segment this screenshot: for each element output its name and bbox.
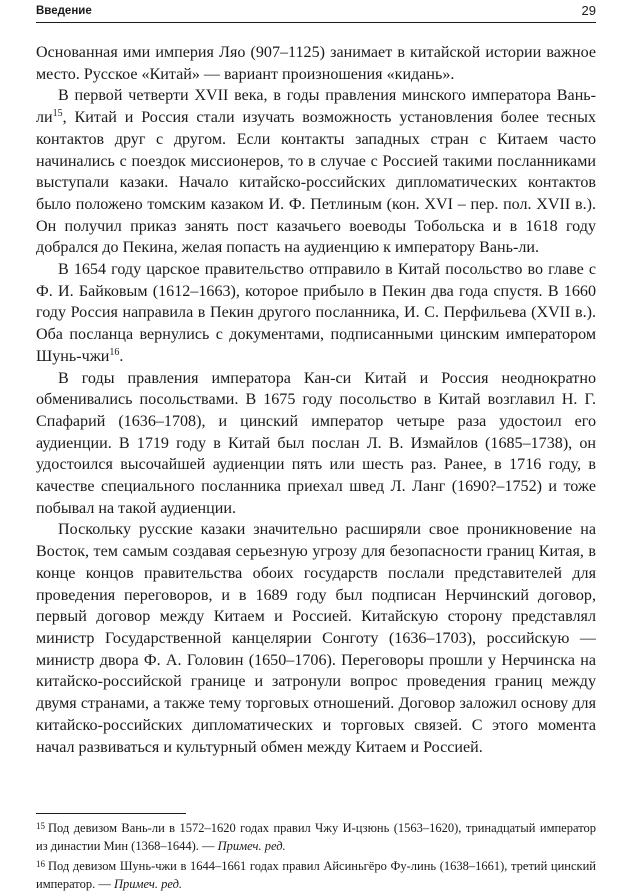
footnote-divider [36,813,186,814]
main-text [36,42,596,758]
book-page [36,0,596,891]
footnote-ref-15[interactable]: 15 [52,108,63,120]
footnote-16 [36,855,596,893]
footnote-16-text: Под девизом Шунь-чжи в 1644–1661 годах правил Айсиньгёро Фу-линь (1638–1661), третий цинский император. — [36,859,596,891]
paragraph-1-text: Основанная ими империя Ляо (907–1125) занимает в китайской истории важное место. Русское «Китай» — вариант произношения «кидань». [36,44,596,83]
footnote-15 [36,817,596,855]
paragraph-3 [36,259,596,368]
paragraph-5-text: Поскольку русские казаки значительно расширяли свое проникновение на Восток, тем самым создавая серьезную угрозу для безопасности границ Китая, в конце концов правительства обоих государств послали представителей для проведения переговоров, и в 1689 году был подписан Нерчинский договор, первый договор между Китаем и Россией. Китайскую сторону представлял министр Государственной канцелярии Сонготу (1636–1703), российскую — министр двора Ф. А. Головин (1650–1706). Переговоры прошли у Нерчинска на китайско-российской границе и затронули вопрос проведения границ между двумя странами, а также тему торговых отношений. Договор заложил основу для китайско-российских дипломатических и торговых связей. С этого момента начал развиваться и культурный обмен между Китаем и Россией. [36,521,596,756]
footnote-15-number: 15 [36,821,45,831]
footnote-15-text: Под девизом Вань-ли в 1572–1620 годах правил Чжу И-цзюнь (1563–1620), тринадцатый император из династии Мин (1368–1644). — [36,821,596,853]
footnote-ref-16[interactable]: 16 [109,346,120,358]
paragraph-1 [36,42,596,85]
paragraph-2 [36,85,596,259]
paragraph-4-text: В годы правления императора Кан-си Китай и Россия неоднократно обменивались посольствами. В 1675 году посольство в Китай возглавил Н. Г. Спафарий (1636–1708), и цинский император четыре раза удостоил его аудиенции. В 1719 году в Китай был послан Л. В. Измайлов (1685–1738), он удостоился высочайшей аудиенции пять или шесть раз. Ранее, в 1716 году, в качестве специального посланника приехал швед Л. Ланг (1690?–1752) и тоже побывал на такой аудиенции. [36,369,596,517]
footnote-15-note: Примеч. ред. [217,839,286,853]
running-header [36,0,596,23]
paragraph-3-text-after: . [119,347,124,365]
paragraph-3-text-before: В 1654 году царское правительство отправило в Китай посольство во главе с Ф. И. Байковым (1612–1663), которое прибыло в Пекин два года спустя. В 1660 году Россия направила в Пекин другого посланника, И. С. Перфильева (XVII в.). Оба посланца вернулись с документами, подписанными цинским императором Шунь-чжи [36,261,596,365]
page-number: 29 [581,3,596,18]
footnotes [36,817,596,893]
paragraph-2-text-before: В первой четверти XVII века, в годы правления минского императора Вань-ли [36,87,596,127]
paragraph-5 [36,519,596,758]
paragraph-2-text-after: , Китай и Россия стали изучать возможность установления более тесных контактов друг с другом. Если контакты западных стран с Китаем часто начинались с поездок миссионеров, то в случае с Россией такими посланниками выступали казаки. Начало китайско-российских дипломатических контактов было положено томским казаком И. Ф. Петлиным (кон. XVI – пер. пол. XVII в.). Он получил приказ занять пост казачьего воеводы Тобольска и в 1618 году добрался до Пекина, желая попасть на аудиенцию к императору Вань-ли. [36,109,596,257]
section-title: Введение [36,5,92,17]
footnote-16-note: Примеч. ред. [114,877,183,891]
paragraph-4 [36,368,596,520]
footnote-16-number: 16 [36,859,45,869]
